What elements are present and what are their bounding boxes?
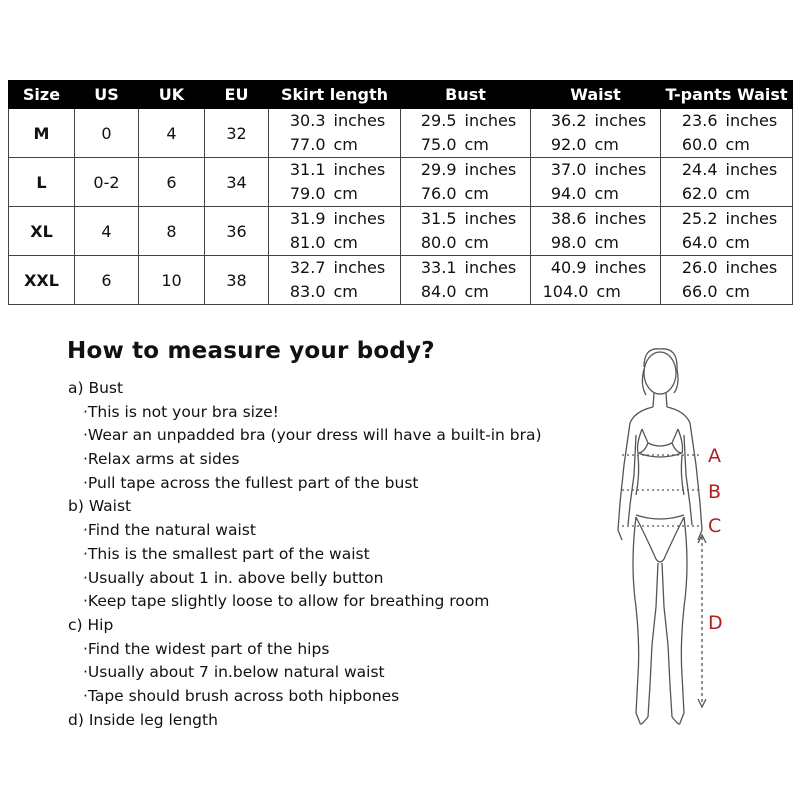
measure-value: 79.0 [289,184,326,203]
measure-value: 81.0 [289,233,326,252]
eu-cell: 38 [205,256,269,305]
column-header: T-pants Waist [661,81,793,109]
us-cell: 4 [75,207,139,256]
measure-value: 33.1 [420,258,457,277]
waist-cell [531,109,661,158]
measure-unit: inches [594,209,647,228]
measure-value: 66.0 [681,282,718,301]
section-title: a) Bust [68,379,124,397]
size-cell: XXL [9,256,75,305]
column-header: US [75,81,139,109]
measure-value: 29.5 [420,111,457,130]
table-row [9,256,793,305]
measure-line-cm [269,280,400,304]
eu-cell: 32 [205,109,269,158]
measure-line-in [531,207,660,231]
measure-value: 24.4 [681,160,718,179]
measure-unit: cm [594,233,619,252]
measure-unit: inches [333,160,386,179]
measure-line-in [401,158,530,182]
measure-line-cm [531,133,660,157]
measure-line-cm [269,182,400,206]
measure-value: 40.9 [550,258,587,277]
bust-cell [401,109,531,158]
measure-line-cm [401,280,530,304]
section-title: c) Hip [68,615,114,634]
measure-value: 104.0 [542,282,589,301]
measure-line-cm [531,280,660,304]
measure-unit: inches [333,209,386,228]
measure-unit: inches [464,258,517,277]
measure-line-cm [661,231,792,255]
uk-cell: 4 [139,109,205,158]
measure-line-cm [531,182,660,206]
guide-title: How to measure your body? [67,338,435,364]
body-figure [600,345,750,735]
measure-value: 98.0 [550,233,587,252]
uk-cell: 6 [139,158,205,207]
measure-value: 92.0 [550,135,587,154]
measure-line-in [661,256,792,280]
measure-line-in [661,158,792,182]
guide-item: ·Find the natural waist [83,521,256,540]
skirt-cell [269,207,401,256]
guide-item: ·This is the smallest part of the waist [83,544,370,563]
measure-unit: inches [464,160,517,179]
measure-unit: cm [464,135,489,154]
marker-c: C [708,515,722,537]
table-row [9,207,793,256]
column-header: Size [9,81,75,109]
measure-line-cm [661,182,792,206]
guide-item: ·This is not your bra size! [83,402,279,421]
measure-value: 31.1 [289,160,326,179]
measure-value: 30.3 [289,111,326,130]
measure-value: 64.0 [681,233,718,252]
size-cell: M [9,109,75,158]
measure-unit: cm [725,233,750,252]
waist-cell [531,207,661,256]
section-title: b) Waist [68,497,132,516]
size-cell: XL [9,207,75,256]
measure-unit: inches [594,160,647,179]
tpants-cell [661,158,793,207]
skirt-cell [269,256,401,305]
skirt-cell [269,158,401,207]
marker-a: A [708,445,721,467]
bust-cell [401,256,531,305]
measure-line-cm [269,231,400,255]
measure-value: 76.0 [420,184,457,203]
measure-unit: inches [464,209,517,228]
body-outline-icon [600,345,750,735]
guide-item: ·Wear an unpadded bra (your dress will have a built-in bra) [83,426,542,445]
measure-unit: inches [333,111,386,130]
uk-cell: 8 [139,207,205,256]
tpants-cell [661,256,793,305]
measure-unit: cm [464,184,489,203]
eu-cell: 36 [205,207,269,256]
size-cell: L [9,158,75,207]
measure-value: 32.7 [289,258,326,277]
measure-unit: cm [594,184,619,203]
measure-line-in [401,256,530,280]
column-header: EU [205,81,269,109]
measure-unit: cm [594,135,619,154]
guide-item: ·Tape should brush across both hipbones [83,686,400,705]
measure-line-cm [401,133,530,157]
measure-unit: inches [333,258,386,277]
guide-item: ·Relax arms at sides [83,450,240,469]
measure-unit: cm [333,135,358,154]
measure-line-in [531,109,660,133]
measure-line-cm [401,182,530,206]
measure-value: 84.0 [420,282,457,301]
bust-cell [401,158,531,207]
measure-value: 26.0 [681,258,718,277]
measure-value: 25.2 [681,209,718,228]
guide-item: ·Keep tape slightly loose to allow for breathing room [83,592,490,611]
measure-unit: cm [333,233,358,252]
measure-unit: cm [725,282,750,301]
measure-line-cm [401,231,530,255]
column-header: Skirt length [269,81,401,109]
measure-unit: inches [594,258,647,277]
guide-item: ·Find the widest part of the hips [83,639,330,658]
measure-value: 62.0 [681,184,718,203]
measure-value: 29.9 [420,160,457,179]
measure-value: 75.0 [420,135,457,154]
measure-line-in [531,158,660,182]
measure-unit: cm [596,282,621,301]
measure-unit: cm [333,184,358,203]
measure-line-in [661,207,792,231]
measure-unit: inches [725,209,778,228]
measure-value: 31.5 [420,209,457,228]
measure-unit: cm [725,184,750,203]
table-body [9,109,793,305]
measure-unit: inches [594,111,647,130]
measure-value: 80.0 [420,233,457,252]
us-cell: 0 [75,109,139,158]
size-chart-table [8,80,793,305]
skirt-cell [269,109,401,158]
us-cell: 0-2 [75,158,139,207]
guide-item: ·Pull tape across the fullest part of the bust [83,473,419,492]
column-header: Waist [531,81,661,109]
waist-cell [531,158,661,207]
measure-value: 38.6 [550,209,587,228]
marker-d: D [708,612,723,634]
waist-cell [531,256,661,305]
uk-cell: 10 [139,256,205,305]
us-cell: 6 [75,256,139,305]
measure-value: 94.0 [550,184,587,203]
tpants-cell [661,207,793,256]
guide-item: ·Usually about 1 in. above belly button [83,568,384,587]
measure-value: 36.2 [550,111,587,130]
measure-line-cm [269,133,400,157]
measure-value: 31.9 [289,209,326,228]
measure-value: 60.0 [681,135,718,154]
measure-line-in [269,158,400,182]
marker-b: B [708,481,722,503]
measure-unit: cm [464,282,489,301]
measure-line-in [269,256,400,280]
measure-value: 37.0 [550,160,587,179]
table-header-row [9,81,793,109]
measure-line-cm [661,280,792,304]
measure-unit: inches [725,160,778,179]
measure-unit: inches [725,111,778,130]
measure-line-cm [661,133,792,157]
measure-line-cm [531,231,660,255]
measure-line-in [661,109,792,133]
bust-cell [401,207,531,256]
eu-cell: 34 [205,158,269,207]
tpants-cell [661,109,793,158]
measure-unit: cm [725,135,750,154]
measure-value: 23.6 [681,111,718,130]
measure-line-in [269,207,400,231]
measure-unit: cm [464,233,489,252]
guide-item: ·Usually about 7 in.below natural waist [83,663,385,682]
measure-unit: cm [333,282,358,301]
measure-unit: inches [725,258,778,277]
measure-line-in [531,256,660,280]
column-header: UK [139,81,205,109]
table-row [9,109,793,158]
column-header: Bust [401,81,531,109]
section-title: d) Inside leg length [68,710,218,729]
measure-value: 83.0 [289,282,326,301]
measure-line-in [401,109,530,133]
measure-value: 77.0 [289,135,326,154]
measure-unit: inches [464,111,517,130]
measure-line-in [269,109,400,133]
measure-line-in [401,207,530,231]
table-row [9,158,793,207]
measure-guide [68,377,588,732]
